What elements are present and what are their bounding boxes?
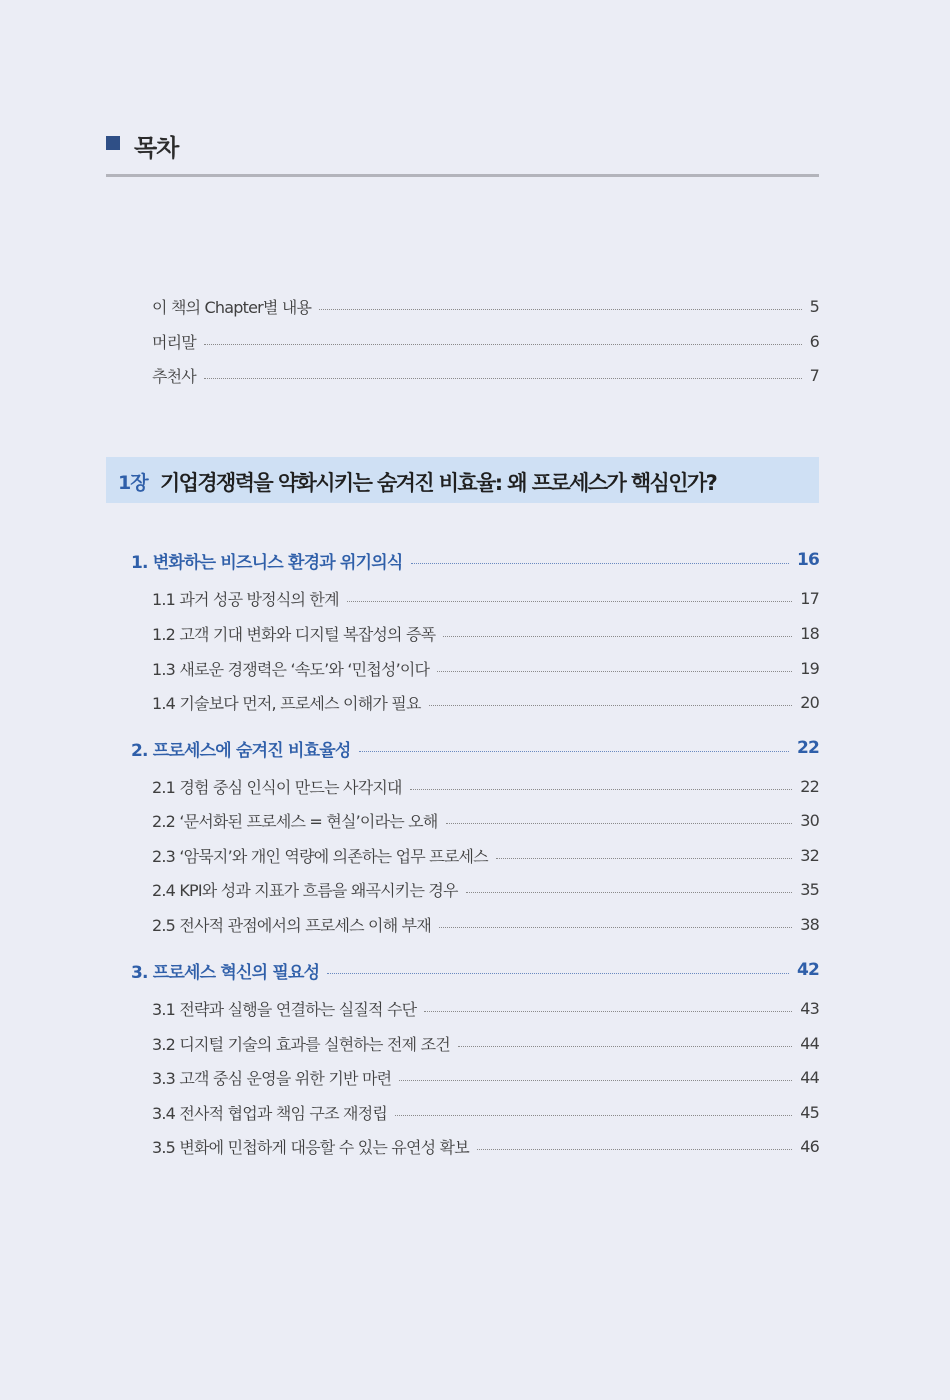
toc-entry-label: 1.3 새로운 경쟁력은 ‘속도’와 ‘민첩성’이다 (152, 659, 430, 679)
dot-leader (327, 973, 789, 974)
chapter-number: 1장 (118, 472, 148, 494)
toc-entry-label: 1.1 과거 성공 방정식의 한계 (152, 589, 339, 609)
toc-entry-label: 추천사 (152, 366, 196, 386)
toc-entry[interactable] (152, 774, 819, 798)
toc-entry[interactable] (152, 329, 819, 353)
toc-entry[interactable] (152, 621, 819, 645)
toc-entry-label: 머리말 (152, 332, 196, 352)
chapter-heading[interactable] (106, 457, 819, 503)
dot-leader (429, 705, 793, 706)
toc-entry[interactable] (152, 1100, 819, 1124)
toc-entry[interactable] (152, 656, 819, 680)
toc-entry[interactable] (152, 363, 819, 387)
toc-entry[interactable] (152, 912, 819, 936)
toc-entry-label: 3.4 전사적 협업과 책임 구조 재정립 (152, 1103, 388, 1123)
dot-leader (347, 601, 792, 602)
dot-leader (411, 563, 789, 564)
dot-leader (410, 789, 793, 790)
toc-entry-label: 1.4 기술보다 먼저, 프로세스 이해가 필요 (152, 693, 421, 713)
toc-entry-label: 2.2 ‘문서화된 프로세스 = 현실’이라는 오해 (152, 811, 438, 831)
toc-entry-label: 2.4 KPI와 성과 지표가 흐름을 왜곡시키는 경우 (152, 880, 458, 900)
toc-entry-label: 2.5 전사적 관점에서의 프로세스 이해 부재 (152, 915, 431, 935)
chapter-title: 기업경쟁력을 약화시키는 숨겨진 비효율: 왜 프로세스가 핵심인가? (160, 471, 717, 495)
toc-entry[interactable] (152, 843, 819, 867)
toc-entry[interactable] (152, 996, 819, 1020)
toc-entry[interactable] (152, 586, 819, 610)
toc-section-label: 2. 프로세스에 숨겨진 비효율성 (131, 740, 351, 761)
square-bullet-icon (106, 136, 120, 150)
toc-entry-page: 32 (800, 845, 819, 865)
dot-leader (458, 1046, 792, 1047)
toc-entry-page: 20 (800, 692, 819, 712)
toc-entry[interactable] (152, 877, 819, 901)
toc-entry-label: 3.5 변화에 민첩하게 대응할 수 있는 유연성 확보 (152, 1137, 469, 1157)
toc-entry-page: 46 (800, 1136, 819, 1156)
toc-entry-page: 6 (809, 331, 819, 351)
toc-entry[interactable] (152, 1031, 819, 1055)
dot-leader (466, 892, 793, 893)
toc-entry-page: 43 (800, 998, 819, 1018)
dot-leader (496, 858, 792, 859)
toc-entry-page: 18 (800, 623, 819, 643)
toc-section-page: 16 (796, 550, 819, 570)
toc-section[interactable] (131, 958, 819, 982)
toc-entry[interactable] (152, 1134, 819, 1158)
toc-entry-page: 19 (800, 658, 819, 678)
dot-leader (477, 1149, 792, 1150)
toc-entry[interactable] (152, 808, 819, 832)
toc-section-page: 22 (796, 738, 819, 758)
toc-section-label: 3. 프로세스 혁신의 필요성 (131, 962, 320, 983)
toc-section-label: 1. 변화하는 비즈니스 환경과 위기의식 (131, 552, 403, 573)
dot-leader (319, 309, 801, 310)
toc-entry[interactable] (152, 294, 819, 318)
toc-entry-label: 2.1 경험 중심 인식이 만드는 사각지대 (152, 777, 402, 797)
dot-leader (204, 344, 802, 345)
dot-leader (437, 671, 792, 672)
toc-section-page: 42 (796, 960, 819, 980)
toc-entry-label: 3.1 전략과 실행을 연결하는 실질적 수단 (152, 999, 417, 1019)
toc-entry-page: 38 (800, 914, 819, 934)
toc-entry-page: 44 (800, 1067, 819, 1087)
toc-section[interactable] (131, 548, 819, 572)
dot-leader (359, 751, 789, 752)
dot-leader (424, 1011, 792, 1012)
toc-entry-page: 35 (800, 879, 819, 899)
toc-entry-label: 3.2 디지털 기술의 효과를 실현하는 전제 조건 (152, 1034, 450, 1054)
toc-header (106, 128, 819, 177)
page-title: 목차 (134, 134, 179, 162)
dot-leader (443, 636, 792, 637)
toc-entry-page: 7 (809, 365, 819, 385)
toc-entry-label: 2.3 ‘암묵지’와 개인 역량에 의존하는 업무 프로세스 (152, 846, 488, 866)
toc-entry[interactable] (152, 690, 819, 714)
toc-entry-page: 45 (800, 1102, 819, 1122)
toc-entry-label: 3.3 고객 중심 운영을 위한 기반 마련 (152, 1068, 392, 1088)
toc-entry-label: 이 책의 Chapter별 내용 (152, 297, 312, 317)
dot-leader (395, 1115, 792, 1116)
toc-entry[interactable] (152, 1065, 819, 1089)
dot-leader (446, 823, 793, 824)
toc-section[interactable] (131, 736, 819, 760)
toc-entry-page: 30 (800, 810, 819, 830)
toc-entry-page: 5 (809, 296, 819, 316)
toc-entry-page: 17 (800, 588, 819, 608)
toc-entry-page: 22 (800, 776, 819, 796)
toc-entry-page: 44 (800, 1033, 819, 1053)
dot-leader (439, 927, 792, 928)
toc-entry-label: 1.2 고객 기대 변화와 디지털 복잡성의 증폭 (152, 624, 436, 644)
dot-leader (204, 378, 802, 379)
dot-leader (399, 1080, 792, 1081)
